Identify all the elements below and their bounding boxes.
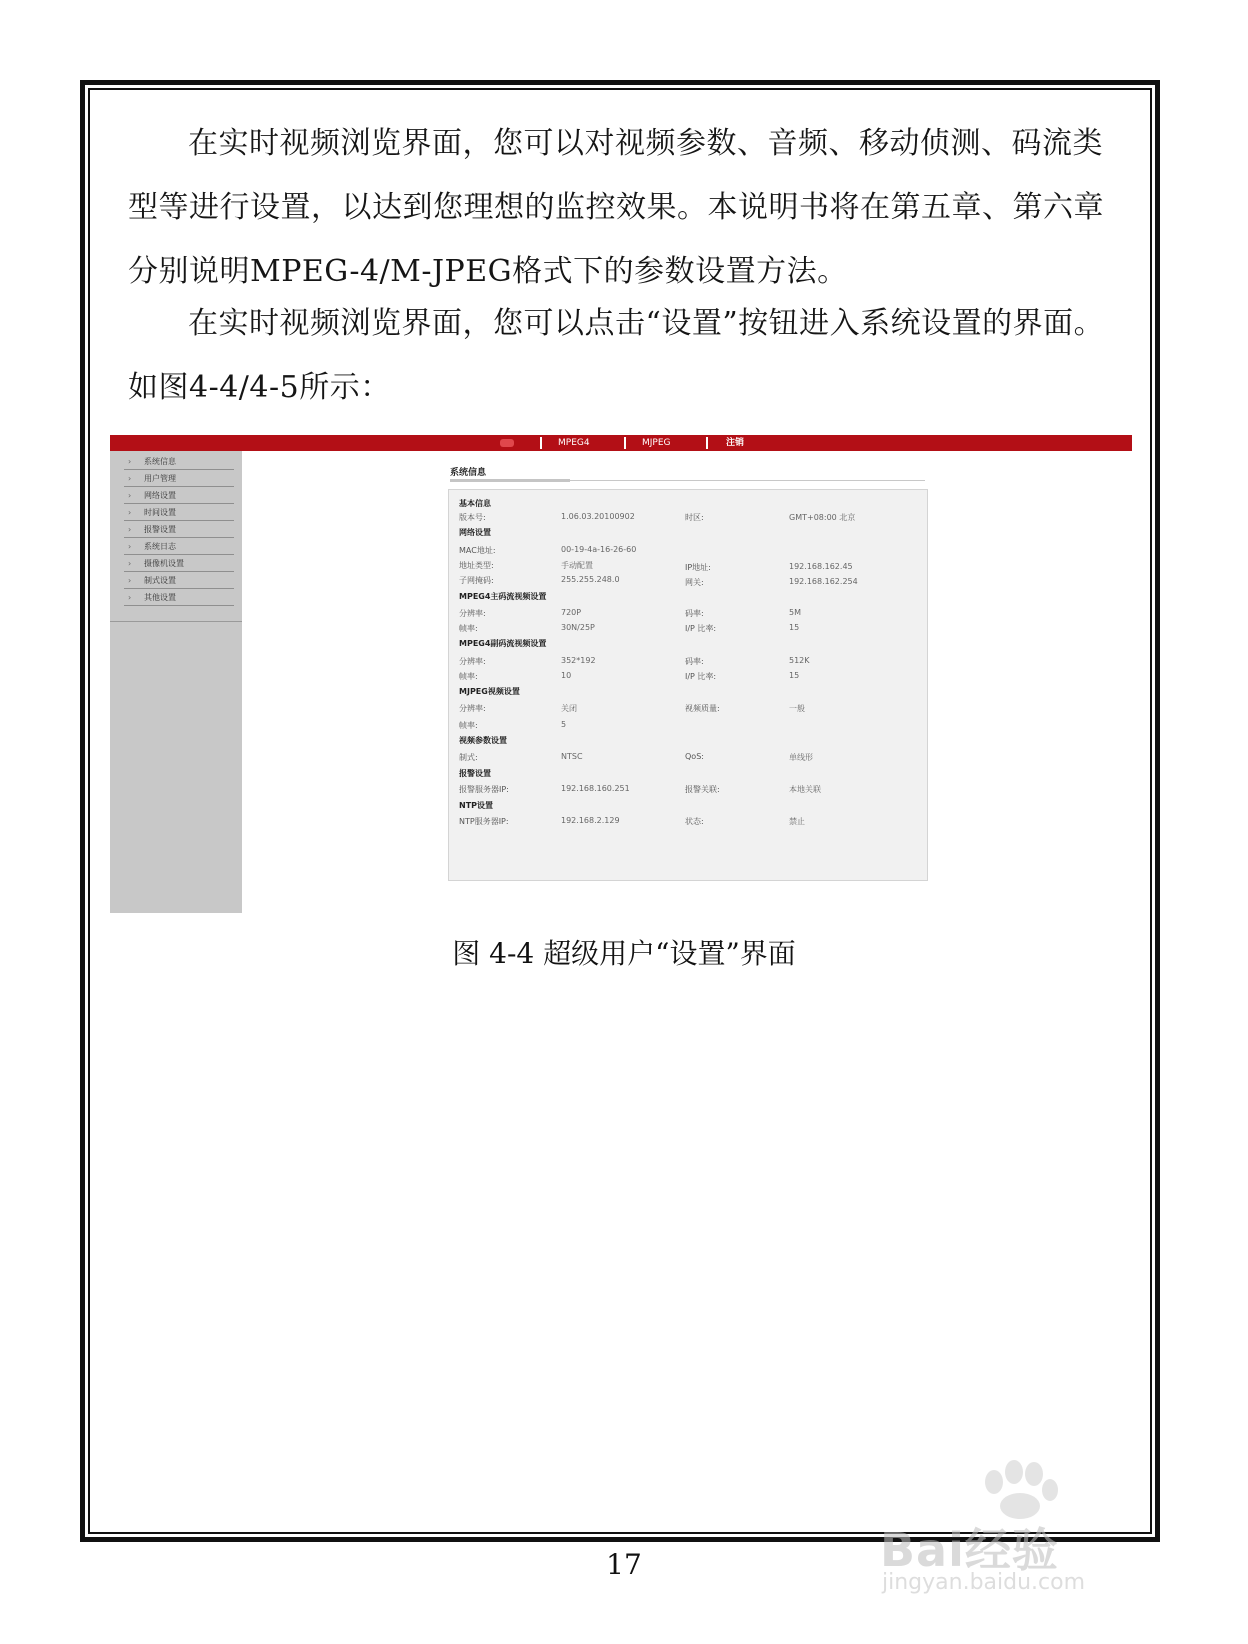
chevron-right-icon: › (128, 576, 132, 585)
value-subnet-mask: 255.255.248.0 (561, 575, 620, 584)
value-mjpeg-resolution: 关闭 (561, 704, 577, 713)
value-main-ip-ratio: 15 (789, 623, 800, 632)
sidebar-item-camera[interactable] (124, 555, 234, 572)
label-main-framerate: 帧率: (459, 624, 478, 633)
label-qos: QoS: (685, 752, 704, 761)
value-sub-resolution: 352*192 (561, 656, 596, 665)
label-gateway: 网关: (685, 578, 704, 587)
section-ntp: NTP设置 (459, 801, 494, 810)
nav-item-mjpeg[interactable]: MJPEG (642, 438, 671, 448)
value-main-bitrate: 5M (789, 608, 801, 617)
sidebar-item-label: 系统日志 (144, 542, 176, 551)
label-main-resolution: 分辨率: (459, 609, 486, 618)
paw-logo-icon (972, 1460, 1062, 1520)
sidebar-item-user-management[interactable] (124, 470, 234, 487)
section-network: 网络设置 (459, 528, 491, 537)
system-info-panel (448, 489, 928, 881)
paragraph-1: 在实时视频浏览界面，您可以对视频参数、音频、移动侦测、码流类型等进行设置，以达到您理想的监控效果。本说明书将在第五章、第六章分别说明MPEG-4/M-JPEG格式下的参数设置方法。 (128, 126, 1104, 289)
sidebar-item-label: 用户管理 (144, 474, 176, 483)
sidebar-item-label: 制式设置 (144, 576, 176, 585)
sidebar-item-alarm[interactable] (124, 521, 234, 538)
value-main-framerate: 30N/25P (561, 623, 595, 632)
chevron-right-icon: › (128, 508, 132, 517)
chevron-right-icon: › (128, 559, 132, 568)
figure-caption: 图 4-4 超级用户“设置”界面 (452, 937, 796, 970)
value-mjpeg-framerate: 5 (561, 720, 567, 729)
section-basic: 基本信息 (459, 499, 491, 508)
chevron-right-icon: › (128, 593, 132, 602)
chevron-right-icon: › (128, 457, 132, 466)
chevron-right-icon: › (128, 542, 132, 551)
chevron-right-icon: › (128, 491, 132, 500)
label-video-standard: 制式: (459, 753, 478, 762)
value-alarm-server-ip: 192.168.160.251 (561, 784, 630, 793)
label-sub-framerate: 帧率: (459, 672, 478, 681)
value-mac: 00-19-4a-16-26-60 (561, 545, 637, 554)
sidebar-item-label: 系统信息 (144, 457, 176, 466)
label-subnet-mask: 子网掩码: (459, 576, 494, 585)
label-timezone: 时区: (685, 513, 704, 522)
value-mjpeg-quality: 一般 (789, 704, 805, 713)
sidebar-item-video-standard[interactable] (124, 572, 234, 589)
label-sub-bitrate: 码率: (685, 657, 704, 666)
label-address-type: 地址类型: (459, 561, 494, 570)
paragraph-2: 在实时视频浏览界面，您可以点击“设置”按钮进入系统设置的界面。如图4-4/4-5所示： (128, 306, 1105, 405)
chevron-right-icon: › (128, 474, 132, 483)
nav-separator (706, 437, 708, 449)
sidebar-item-network[interactable] (124, 487, 234, 504)
sidebar-item-other[interactable] (124, 589, 234, 606)
label-sub-ip-ratio: I/P 比率: (685, 672, 717, 681)
sidebar-item-time[interactable] (124, 504, 234, 521)
nav-separator (540, 437, 542, 449)
value-address-type: 手动配置 (561, 561, 593, 570)
page-number: 17 (606, 1548, 642, 1581)
section-video-param: 视频参数设置 (459, 736, 507, 745)
value-sub-ip-ratio: 15 (789, 671, 800, 680)
value-sub-framerate: 10 (561, 671, 572, 680)
section-alarm: 报警设置 (459, 769, 491, 778)
value-version: 1.06.03.20100902 (561, 512, 635, 521)
value-video-standard: NTSC (561, 752, 583, 761)
sidebar-item-system-log[interactable] (124, 538, 234, 555)
nav-indicator (500, 439, 514, 447)
sidebar-item-label: 其他设置 (144, 593, 176, 602)
label-mjpeg-quality: 视频质量: (685, 704, 720, 713)
settings-screenshot-figure (110, 435, 1132, 913)
sidebar-item-label: 时间设置 (144, 508, 176, 517)
label-mac: MAC地址: (459, 546, 496, 555)
value-ntp-server-ip: 192.168.2.129 (561, 816, 620, 825)
label-main-ip-ratio: I/P 比率: (685, 624, 717, 633)
value-sub-bitrate: 512K (789, 656, 810, 665)
value-qos: 单线形 (789, 753, 813, 762)
top-nav-bar (110, 435, 1132, 451)
sidebar-divider (110, 621, 242, 622)
value-ip: 192.168.162.45 (789, 562, 853, 571)
content-title: 系统信息 (450, 468, 487, 478)
sidebar (110, 451, 242, 913)
sidebar-item-label: 报警设置 (144, 525, 176, 534)
section-mpeg4-sub: MPEG4副码流视频设置 (459, 639, 547, 648)
watermark-brand: Bai经验 (880, 1523, 1059, 1577)
label-alarm-link: 报警关联: (685, 785, 720, 794)
value-alarm-link: 本地关联 (789, 785, 821, 794)
section-mjpeg: MJPEG视频设置 (459, 687, 520, 696)
label-mjpeg-framerate: 帧率: (459, 721, 478, 730)
nav-item-logout[interactable]: 注销 (726, 438, 745, 448)
label-ntp-server-ip: NTP服务器IP: (459, 817, 509, 826)
watermark-url: jingyan.baidu.com (882, 1570, 1086, 1595)
label-sub-resolution: 分辨率: (459, 657, 486, 666)
value-main-resolution: 720P (561, 608, 582, 617)
label-ip: IP地址: (685, 563, 711, 572)
sidebar-item-label: 摄像机设置 (144, 559, 184, 568)
section-mpeg4-main: MPEG4主码流视频设置 (459, 592, 547, 601)
baidu-watermark (880, 1460, 1180, 1610)
sidebar-item-system-info[interactable] (124, 453, 234, 470)
label-mjpeg-resolution: 分辨率: (459, 704, 486, 713)
value-ntp-state: 禁止 (789, 817, 805, 826)
sidebar-item-label: 网络设置 (144, 491, 176, 500)
label-version: 版本号: (459, 513, 486, 522)
label-ntp-state: 状态: (685, 817, 704, 826)
nav-item-mpeg4[interactable]: MPEG4 (558, 438, 590, 448)
label-main-bitrate: 码率: (685, 609, 704, 618)
chevron-right-icon: › (128, 525, 132, 534)
value-gateway: 192.168.162.254 (789, 577, 858, 586)
title-underline (450, 479, 570, 482)
value-timezone: GMT+08:00 北京 (789, 513, 856, 522)
nav-separator (624, 437, 626, 449)
label-alarm-server-ip: 报警服务器IP: (459, 785, 509, 794)
